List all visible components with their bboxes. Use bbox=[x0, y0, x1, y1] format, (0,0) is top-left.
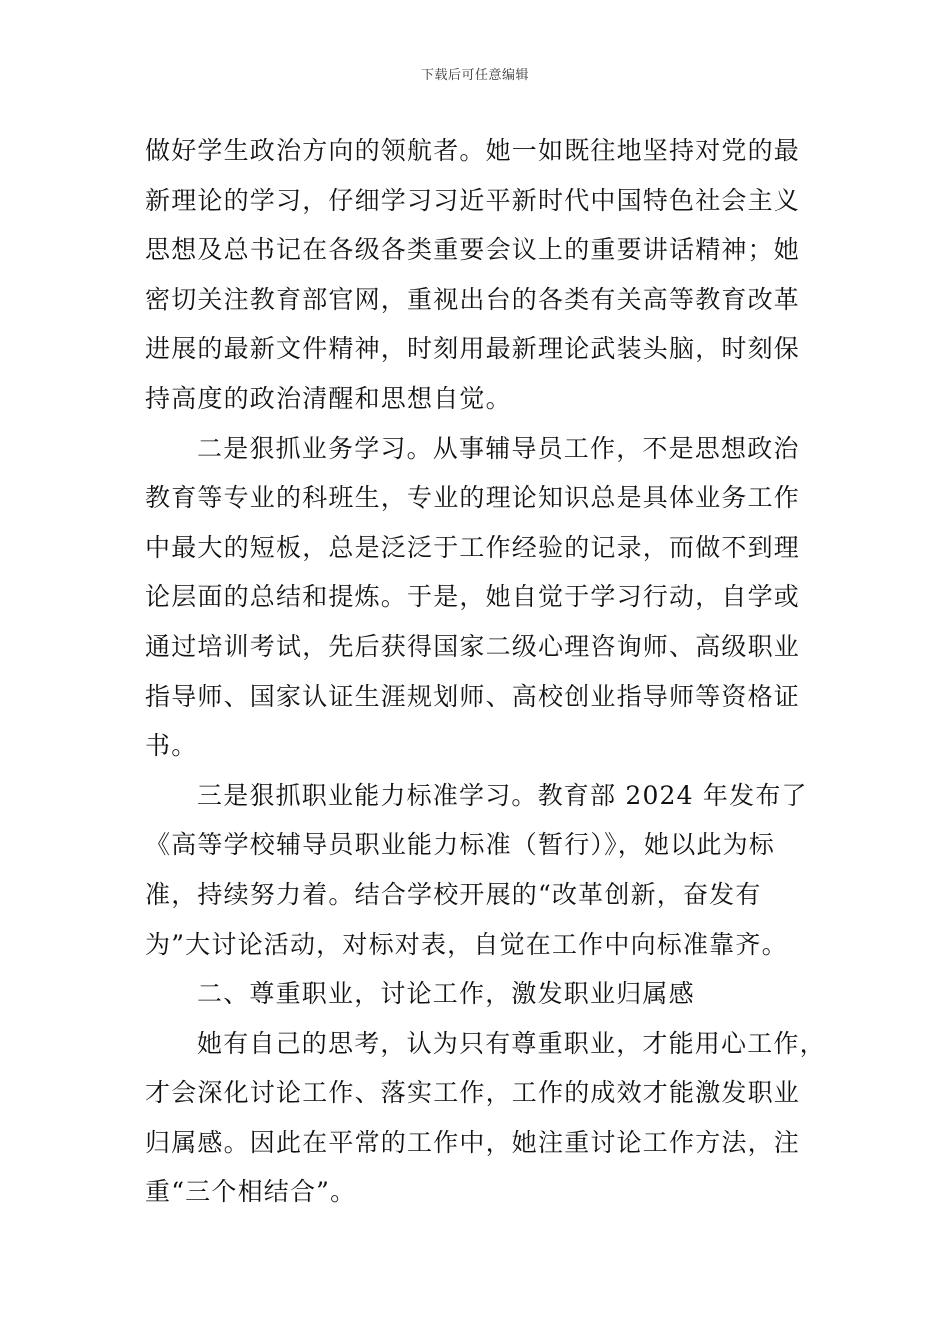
text-line: 教育等专业的科班生，专业的理论知识总是具体业务工作 bbox=[145, 483, 801, 513]
section-heading: 二、尊重职业，讨论工作，激发职业归属感 bbox=[197, 979, 695, 1009]
text-line: 做好学生政治方向的领航者。她一如既往地坚持对党的最 bbox=[145, 136, 801, 165]
text-line: 密切关注教育部官网，重视出台的各类有关高等教育改革 bbox=[145, 284, 801, 314]
page-header: 下载后可任意编辑 bbox=[420, 68, 529, 83]
text-line: 才会深化讨论工作、落实工作，工作的成效才能激发职业 bbox=[145, 1078, 801, 1108]
text-line: 思想及总书记在各级各类重要会议上的重要讲话精神；她 bbox=[145, 235, 801, 265]
text-line: 重“三个相结合”。 bbox=[145, 1177, 357, 1207]
document-body bbox=[145, 126, 826, 1217]
text-line: 进展的最新文件精神，时刻用最新理论武装头脑，时刻保 bbox=[145, 334, 801, 364]
text-line: 论层面的总结和提炼。于是，她自觉于学习行动，自学或 bbox=[145, 582, 801, 612]
text-line: 三是狠抓职业能力标准学习。教育部 2024 年发布了 bbox=[197, 780, 808, 810]
text-line: 持高度的政治清醒和思想自觉。 bbox=[145, 383, 512, 413]
text-line: 指导师、国家认证生涯规划师、高校创业指导师等资格证 bbox=[145, 681, 801, 711]
text-line: 《高等学校辅导员职业能力标准（暂行）》，她以此为标 bbox=[145, 830, 776, 860]
text-line: 新理论的学习，仔细学习习近平新时代中国特色社会主义 bbox=[145, 185, 801, 215]
text-line: 二是狠抓业务学习。从事辅导员工作，不是思想政治 bbox=[197, 433, 800, 463]
text-line: 归属感。因此在平常的工作中，她注重讨论工作方法，注 bbox=[145, 1127, 801, 1157]
text-line: 中最大的短板，总是泛泛于工作经验的记录，而做不到理 bbox=[145, 532, 801, 562]
text-line: 为”大讨论活动，对标对表，自觉在工作中向标准靠齐。 bbox=[145, 929, 788, 959]
text-line: 她有自己的思考，认为只有尊重职业，才能用心工作， bbox=[197, 1028, 826, 1058]
text-line: 书。 bbox=[145, 731, 198, 761]
text-line: 通过培训考试，先后获得国家二级心理咨询师、高级职业 bbox=[145, 631, 801, 661]
text-line: 准，持续努力着。结合学校开展的“改革创新，奋发有 bbox=[145, 879, 762, 909]
